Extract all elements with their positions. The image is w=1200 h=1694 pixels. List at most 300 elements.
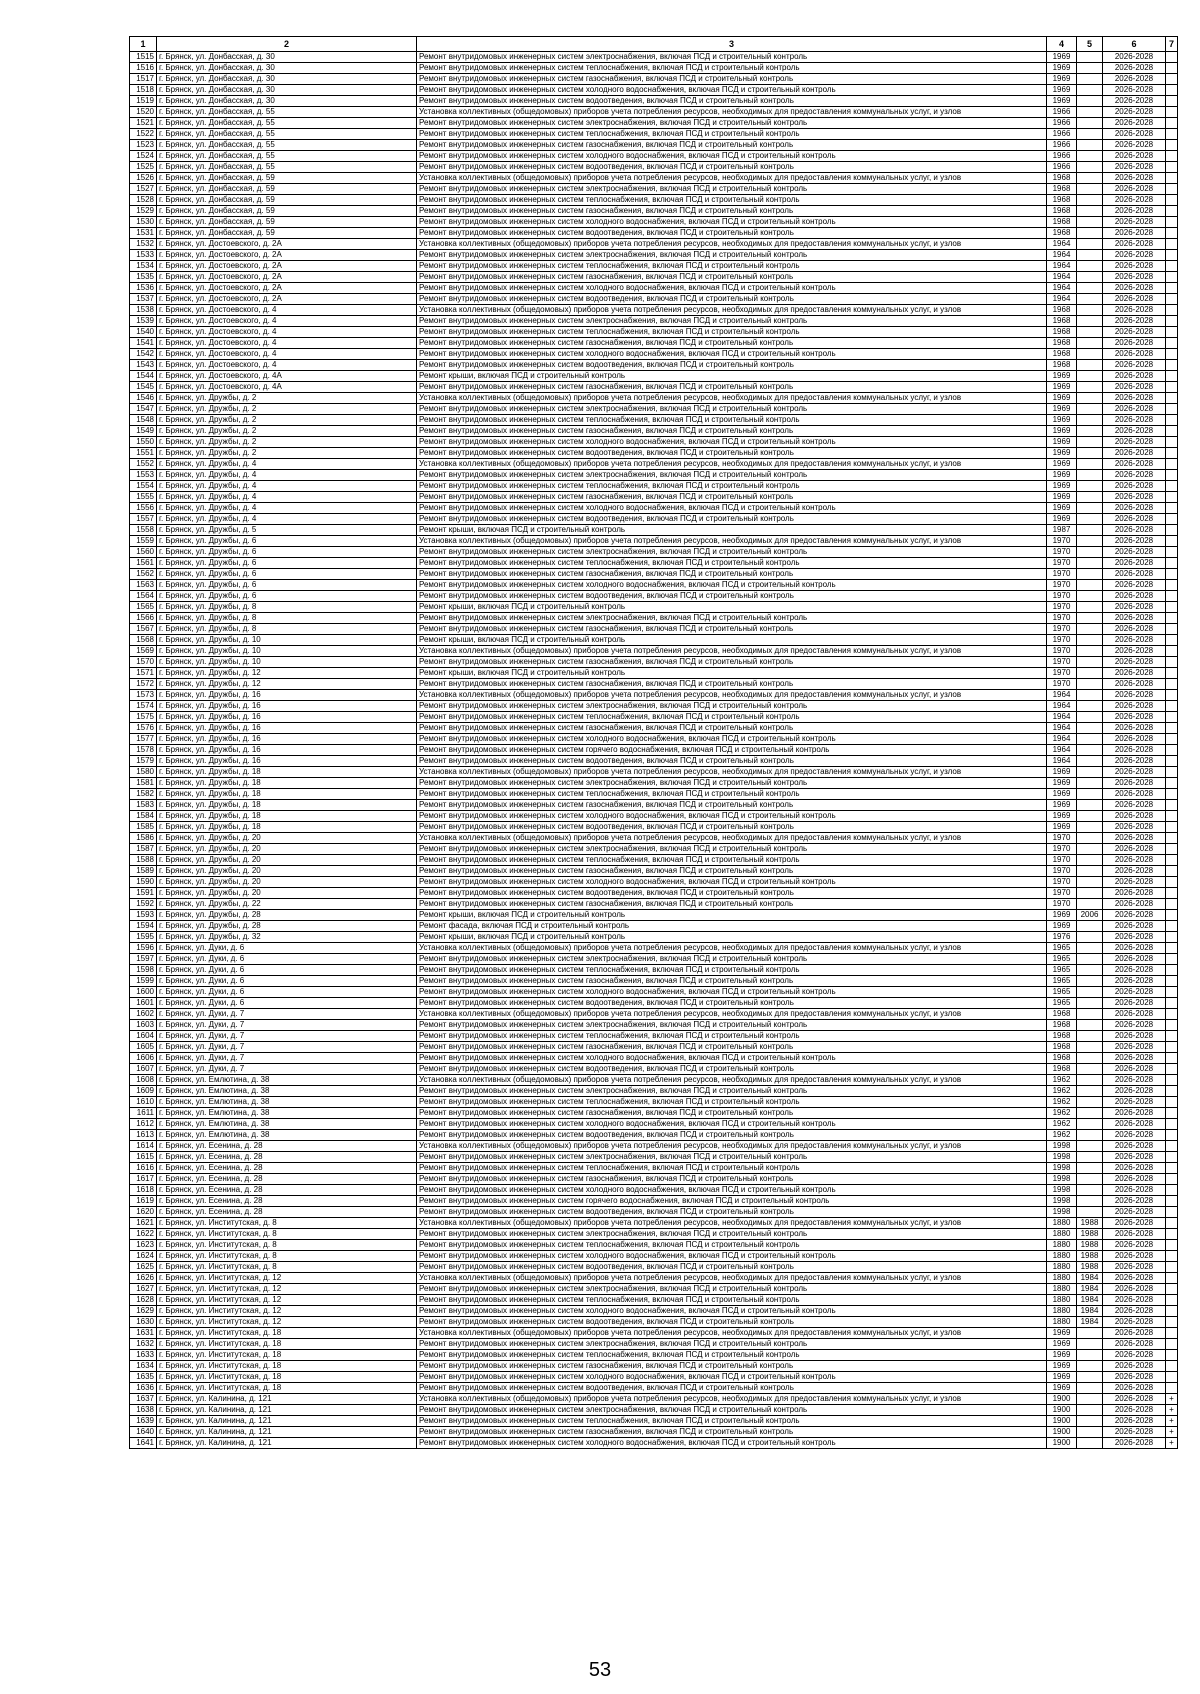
last-repair-cell	[1077, 602, 1103, 613]
mark-cell	[1166, 899, 1178, 910]
registry-sheet	[129, 36, 1177, 1449]
mark-cell	[1166, 811, 1178, 822]
year-built-cell: 1962	[1047, 1075, 1077, 1086]
last-repair-cell	[1077, 1152, 1103, 1163]
table-row	[130, 811, 1178, 822]
last-repair-cell	[1077, 514, 1103, 525]
row-number: 1603	[130, 1020, 157, 1031]
address-cell: г. Брянск, ул. Емлютина, д. 38	[157, 1119, 417, 1130]
year-built-cell: 1964	[1047, 756, 1077, 767]
last-repair-cell: 1988	[1077, 1251, 1103, 1262]
mark-cell	[1166, 173, 1178, 184]
year-built-cell: 1987	[1047, 525, 1077, 536]
year-built-cell: 1969	[1047, 1339, 1077, 1350]
work-type-cell: Ремонт внутридомовых инженерных систем электроснабжения, включая ПСД и строительный контроль	[417, 613, 1047, 624]
year-built-cell: 1880	[1047, 1251, 1077, 1262]
table-row	[130, 162, 1178, 173]
period-cell: 2026-2028	[1103, 811, 1166, 822]
row-number: 1530	[130, 217, 157, 228]
year-built-cell: 1970	[1047, 855, 1077, 866]
table-row	[130, 1108, 1178, 1119]
period-cell: 2026-2028	[1103, 1163, 1166, 1174]
year-built-cell: 1900	[1047, 1416, 1077, 1427]
last-repair-cell	[1077, 932, 1103, 943]
last-repair-cell	[1077, 1372, 1103, 1383]
mark-cell	[1166, 63, 1178, 74]
work-type-cell: Установка коллективных (общедомовых) приборов учета потребления ресурсов, необходимых для предоставления коммунальных услуг, и узлов	[417, 393, 1047, 404]
row-number: 1546	[130, 393, 157, 404]
work-type-cell: Ремонт внутридомовых инженерных систем водоотведения, включая ПСД и строительный контроль	[417, 514, 1047, 525]
row-number: 1635	[130, 1372, 157, 1383]
year-built-cell: 1969	[1047, 1350, 1077, 1361]
mark-cell	[1166, 745, 1178, 756]
work-type-cell: Ремонт внутридомовых инженерных систем горячего водоснабжения, включая ПСД и строительный контроль	[417, 1196, 1047, 1207]
row-number: 1633	[130, 1350, 157, 1361]
address-cell: г. Брянск, ул. Дружбы, д. 2	[157, 426, 417, 437]
address-cell: г. Брянск, ул. Есенина, д. 28	[157, 1174, 417, 1185]
year-built-cell: 1968	[1047, 206, 1077, 217]
last-repair-cell	[1077, 811, 1103, 822]
period-cell: 2026-2028	[1103, 360, 1166, 371]
mark-cell	[1166, 943, 1178, 954]
year-built-cell: 1969	[1047, 481, 1077, 492]
row-number: 1519	[130, 96, 157, 107]
address-cell: г. Брянск, ул. Дуки, д. 6	[157, 943, 417, 954]
year-built-cell: 1964	[1047, 272, 1077, 283]
period-cell: 2026-2028	[1103, 1438, 1166, 1449]
row-number: 1568	[130, 635, 157, 646]
last-repair-cell	[1077, 954, 1103, 965]
last-repair-cell	[1077, 536, 1103, 547]
address-cell: г. Брянск, ул. Институтская, д. 8	[157, 1218, 417, 1229]
mark-cell	[1166, 481, 1178, 492]
year-built-cell: 1880	[1047, 1229, 1077, 1240]
period-cell: 2026-2028	[1103, 129, 1166, 140]
work-type-cell: Ремонт внутридомовых инженерных систем теплоснабжения, включая ПСД и строительный контроль	[417, 1163, 1047, 1174]
table-row	[130, 1053, 1178, 1064]
last-repair-cell	[1077, 1416, 1103, 1427]
period-cell: 2026-2028	[1103, 426, 1166, 437]
mark-cell	[1166, 1372, 1178, 1383]
table-row	[130, 327, 1178, 338]
mark-cell	[1166, 492, 1178, 503]
table-row	[130, 690, 1178, 701]
last-repair-cell	[1077, 525, 1103, 536]
address-cell: г. Брянск, ул. Дуки, д. 6	[157, 998, 417, 1009]
year-built-cell: 1968	[1047, 184, 1077, 195]
address-cell: г. Брянск, ул. Достоевского, д. 4	[157, 305, 417, 316]
mark-cell	[1166, 778, 1178, 789]
year-built-cell: 1964	[1047, 239, 1077, 250]
year-built-cell: 1969	[1047, 426, 1077, 437]
period-cell: 2026-2028	[1103, 536, 1166, 547]
row-number: 1630	[130, 1317, 157, 1328]
row-number: 1557	[130, 514, 157, 525]
row-number: 1559	[130, 536, 157, 547]
period-cell: 2026-2028	[1103, 1196, 1166, 1207]
table-row	[130, 954, 1178, 965]
row-number: 1553	[130, 470, 157, 481]
mark-cell	[1166, 580, 1178, 591]
work-type-cell: Ремонт внутридомовых инженерных систем водоотведения, включая ПСД и строительный контроль	[417, 1207, 1047, 1218]
mark-cell	[1166, 107, 1178, 118]
year-built-cell: 1964	[1047, 701, 1077, 712]
address-cell: г. Брянск, ул. Дружбы, д. 16	[157, 723, 417, 734]
mark-cell	[1166, 591, 1178, 602]
row-number: 1641	[130, 1438, 157, 1449]
row-number: 1598	[130, 965, 157, 976]
period-cell: 2026-2028	[1103, 503, 1166, 514]
mark-cell	[1166, 998, 1178, 1009]
work-type-cell: Ремонт внутридомовых инженерных систем газоснабжения, включая ПСД и строительный контроль	[417, 1174, 1047, 1185]
period-cell: 2026-2028	[1103, 96, 1166, 107]
mark-cell: +	[1166, 1394, 1178, 1405]
row-number: 1606	[130, 1053, 157, 1064]
mark-cell	[1166, 283, 1178, 294]
mark-cell	[1166, 1295, 1178, 1306]
work-type-cell: Ремонт внутридомовых инженерных систем холодного водоснабжения, включая ПСД и строительный контроль	[417, 877, 1047, 888]
table-row	[130, 481, 1178, 492]
year-built-cell: 1969	[1047, 910, 1077, 921]
mark-cell	[1166, 976, 1178, 987]
period-cell: 2026-2028	[1103, 877, 1166, 888]
row-number: 1574	[130, 701, 157, 712]
table-row	[130, 1240, 1178, 1251]
mark-cell	[1166, 1141, 1178, 1152]
period-cell: 2026-2028	[1103, 1152, 1166, 1163]
table-row	[130, 1284, 1178, 1295]
last-repair-cell	[1077, 789, 1103, 800]
address-cell: г. Брянск, ул. Есенина, д. 28	[157, 1185, 417, 1196]
period-cell: 2026-2028	[1103, 250, 1166, 261]
row-number: 1532	[130, 239, 157, 250]
last-repair-cell	[1077, 1163, 1103, 1174]
work-type-cell: Ремонт внутридомовых инженерных систем водоотведения, включая ПСД и строительный контроль	[417, 1064, 1047, 1075]
address-cell: г. Брянск, ул. Достоевского, д. 2А	[157, 239, 417, 250]
period-cell: 2026-2028	[1103, 1053, 1166, 1064]
row-number: 1563	[130, 580, 157, 591]
table-row	[130, 1097, 1178, 1108]
row-number: 1576	[130, 723, 157, 734]
mark-cell	[1166, 338, 1178, 349]
work-type-cell: Ремонт внутридомовых инженерных систем газоснабжения, включая ПСД и строительный контроль	[417, 426, 1047, 437]
address-cell: г. Брянск, ул. Дружбы, д. 16	[157, 690, 417, 701]
period-cell: 2026-2028	[1103, 943, 1166, 954]
row-number: 1537	[130, 294, 157, 305]
period-cell: 2026-2028	[1103, 184, 1166, 195]
row-number: 1562	[130, 569, 157, 580]
mark-cell	[1166, 316, 1178, 327]
row-number: 1547	[130, 404, 157, 415]
last-repair-cell	[1077, 712, 1103, 723]
year-built-cell: 1964	[1047, 250, 1077, 261]
mark-cell	[1166, 613, 1178, 624]
year-built-cell: 1970	[1047, 613, 1077, 624]
table-row	[130, 580, 1178, 591]
work-type-cell: Ремонт внутридомовых инженерных систем водоотведения, включая ПСД и строительный контроль	[417, 1262, 1047, 1273]
year-built-cell: 1964	[1047, 690, 1077, 701]
row-number: 1529	[130, 206, 157, 217]
address-cell: г. Брянск, ул. Дуки, д. 7	[157, 1020, 417, 1031]
row-number: 1566	[130, 613, 157, 624]
row-number: 1538	[130, 305, 157, 316]
table-row	[130, 1394, 1178, 1405]
table-row	[130, 569, 1178, 580]
table-row	[130, 1218, 1178, 1229]
mark-cell	[1166, 459, 1178, 470]
period-cell: 2026-2028	[1103, 1383, 1166, 1394]
year-built-cell: 1880	[1047, 1317, 1077, 1328]
work-type-cell: Ремонт внутридомовых инженерных систем газоснабжения, включая ПСД и строительный контроль	[417, 866, 1047, 877]
work-type-cell: Ремонт крыши, включая ПСД и строительный контроль	[417, 635, 1047, 646]
work-type-cell: Ремонт внутридомовых инженерных систем электроснабжения, включая ПСД и строительный контроль	[417, 404, 1047, 415]
address-cell: г. Брянск, ул. Дуки, д. 7	[157, 1009, 417, 1020]
last-repair-cell	[1077, 1064, 1103, 1075]
last-repair-cell	[1077, 162, 1103, 173]
last-repair-cell	[1077, 822, 1103, 833]
address-cell: г. Брянск, ул. Дружбы, д. 20	[157, 877, 417, 888]
last-repair-cell	[1077, 1350, 1103, 1361]
table-row	[130, 360, 1178, 371]
mark-cell	[1166, 1306, 1178, 1317]
mark-cell	[1166, 1218, 1178, 1229]
year-built-cell: 1998	[1047, 1196, 1077, 1207]
table-row	[130, 877, 1178, 888]
period-cell: 2026-2028	[1103, 206, 1166, 217]
address-cell: г. Брянск, ул. Достоевского, д. 4	[157, 327, 417, 338]
last-repair-cell	[1077, 756, 1103, 767]
row-number: 1549	[130, 426, 157, 437]
year-built-cell: 1969	[1047, 789, 1077, 800]
mark-cell	[1166, 162, 1178, 173]
last-repair-cell	[1077, 294, 1103, 305]
work-type-cell: Ремонт внутридомовых инженерных систем холодного водоснабжения, включая ПСД и строительный контроль	[417, 85, 1047, 96]
period-cell: 2026-2028	[1103, 910, 1166, 921]
row-number: 1632	[130, 1339, 157, 1350]
row-number: 1587	[130, 844, 157, 855]
row-number: 1592	[130, 899, 157, 910]
mark-cell: +	[1166, 1438, 1178, 1449]
address-cell: г. Брянск, ул. Донбасская, д. 30	[157, 85, 417, 96]
last-repair-cell	[1077, 349, 1103, 360]
work-type-cell: Ремонт внутридомовых инженерных систем теплоснабжения, включая ПСД и строительный контроль	[417, 195, 1047, 206]
table-row	[130, 1361, 1178, 1372]
mark-cell	[1166, 624, 1178, 635]
last-repair-cell	[1077, 921, 1103, 932]
last-repair-cell	[1077, 1009, 1103, 1020]
year-built-cell: 1969	[1047, 437, 1077, 448]
last-repair-cell	[1077, 833, 1103, 844]
mark-cell	[1166, 1042, 1178, 1053]
row-number: 1597	[130, 954, 157, 965]
mark-cell	[1166, 1053, 1178, 1064]
address-cell: г. Брянск, ул. Дружбы, д. 12	[157, 668, 417, 679]
last-repair-cell	[1077, 998, 1103, 1009]
address-cell: г. Брянск, ул. Дружбы, д. 5	[157, 525, 417, 536]
page-number: 53	[588, 1659, 612, 1681]
period-cell: 2026-2028	[1103, 789, 1166, 800]
period-cell: 2026-2028	[1103, 624, 1166, 635]
table-row	[130, 1405, 1178, 1416]
year-built-cell: 1969	[1047, 448, 1077, 459]
last-repair-cell	[1077, 888, 1103, 899]
period-cell: 2026-2028	[1103, 1141, 1166, 1152]
last-repair-cell	[1077, 470, 1103, 481]
period-cell: 2026-2028	[1103, 1273, 1166, 1284]
period-cell: 2026-2028	[1103, 844, 1166, 855]
table-row	[130, 195, 1178, 206]
table-row	[130, 1273, 1178, 1284]
work-type-cell: Ремонт внутридомовых инженерных систем электроснабжения, включая ПСД и строительный контроль	[417, 250, 1047, 261]
address-cell: г. Брянск, ул. Дружбы, д. 20	[157, 888, 417, 899]
address-cell: г. Брянск, ул. Дружбы, д. 20	[157, 855, 417, 866]
year-built-cell: 1964	[1047, 745, 1077, 756]
last-repair-cell	[1077, 52, 1103, 63]
last-repair-cell	[1077, 206, 1103, 217]
mark-cell	[1166, 525, 1178, 536]
address-cell: г. Брянск, ул. Дружбы, д. 18	[157, 789, 417, 800]
last-repair-cell	[1077, 778, 1103, 789]
period-cell: 2026-2028	[1103, 338, 1166, 349]
table-row	[130, 217, 1178, 228]
table-row	[130, 624, 1178, 635]
period-cell: 2026-2028	[1103, 635, 1166, 646]
mark-cell	[1166, 1262, 1178, 1273]
mark-cell	[1166, 140, 1178, 151]
address-cell: г. Брянск, ул. Институтская, д. 18	[157, 1339, 417, 1350]
mark-cell	[1166, 888, 1178, 899]
last-repair-cell: 1988	[1077, 1262, 1103, 1273]
last-repair-cell	[1077, 239, 1103, 250]
table-row	[130, 1416, 1178, 1427]
work-type-cell: Ремонт внутридомовых инженерных систем электроснабжения, включая ПСД и строительный контроль	[417, 954, 1047, 965]
period-cell: 2026-2028	[1103, 1075, 1166, 1086]
table-row	[130, 63, 1178, 74]
row-number: 1552	[130, 459, 157, 470]
address-cell: г. Брянск, ул. Донбасская, д. 55	[157, 118, 417, 129]
work-type-cell: Ремонт внутридомовых инженерных систем холодного водоснабжения, включая ПСД и строительный контроль	[417, 151, 1047, 162]
table-row	[130, 646, 1178, 657]
year-built-cell: 1969	[1047, 503, 1077, 514]
table-row	[130, 272, 1178, 283]
work-type-cell: Установка коллективных (общедомовых) приборов учета потребления ресурсов, необходимых для предоставления коммунальных услуг, и узлов	[417, 690, 1047, 701]
address-cell: г. Брянск, ул. Дружбы, д. 28	[157, 910, 417, 921]
work-type-cell: Ремонт крыши, включая ПСД и строительный контроль	[417, 602, 1047, 613]
address-cell: г. Брянск, ул. Емлютина, д. 38	[157, 1097, 417, 1108]
row-number: 1556	[130, 503, 157, 514]
address-cell: г. Брянск, ул. Есенина, д. 28	[157, 1141, 417, 1152]
row-number: 1520	[130, 107, 157, 118]
period-cell: 2026-2028	[1103, 140, 1166, 151]
work-type-cell: Ремонт внутридомовых инженерных систем газоснабжения, включая ПСД и строительный контроль	[417, 272, 1047, 283]
mark-cell	[1166, 844, 1178, 855]
table-row	[130, 1141, 1178, 1152]
table-row	[130, 1350, 1178, 1361]
work-type-cell: Ремонт внутридомовых инженерных систем холодного водоснабжения, включая ПСД и строительный контроль	[417, 1438, 1047, 1449]
column-period-header: 6	[1103, 37, 1166, 52]
table-row	[130, 1119, 1178, 1130]
year-built-cell: 1900	[1047, 1405, 1077, 1416]
work-type-cell: Ремонт внутридомовых инженерных систем водоотведения, включая ПСД и строительный контроль	[417, 448, 1047, 459]
period-cell: 2026-2028	[1103, 316, 1166, 327]
mark-cell	[1166, 877, 1178, 888]
last-repair-cell	[1077, 195, 1103, 206]
year-built-cell: 1970	[1047, 536, 1077, 547]
period-cell: 2026-2028	[1103, 514, 1166, 525]
row-number: 1528	[130, 195, 157, 206]
row-number: 1515	[130, 52, 157, 63]
work-type-cell: Установка коллективных (общедомовых) приборов учета потребления ресурсов, необходимых для предоставления коммунальных услуг, и узлов	[417, 173, 1047, 184]
row-number: 1581	[130, 778, 157, 789]
last-repair-cell	[1077, 668, 1103, 679]
work-type-cell: Ремонт внутридомовых инженерных систем холодного водоснабжения, включая ПСД и строительный контроль	[417, 1251, 1047, 1262]
mark-cell	[1166, 448, 1178, 459]
table-row	[130, 96, 1178, 107]
table-row	[130, 1295, 1178, 1306]
address-cell: г. Брянск, ул. Дружбы, д. 20	[157, 844, 417, 855]
work-type-cell: Ремонт внутридомовых инженерных систем холодного водоснабжения, включая ПСД и строительный контроль	[417, 580, 1047, 591]
last-repair-cell	[1077, 646, 1103, 657]
row-number: 1554	[130, 481, 157, 492]
year-built-cell: 1900	[1047, 1427, 1077, 1438]
mark-cell	[1166, 932, 1178, 943]
row-number: 1612	[130, 1119, 157, 1130]
address-cell: г. Брянск, ул. Достоевского, д. 4	[157, 316, 417, 327]
year-built-cell: 1969	[1047, 382, 1077, 393]
row-number: 1620	[130, 1207, 157, 1218]
work-type-cell: Ремонт внутридомовых инженерных систем газоснабжения, включая ПСД и строительный контроль	[417, 679, 1047, 690]
work-type-cell: Ремонт крыши, включая ПСД и строительный контроль	[417, 525, 1047, 536]
address-cell: г. Брянск, ул. Емлютина, д. 38	[157, 1086, 417, 1097]
table-row	[130, 1427, 1178, 1438]
mark-cell	[1166, 668, 1178, 679]
mark-cell	[1166, 195, 1178, 206]
row-number: 1626	[130, 1273, 157, 1284]
table-row	[130, 1262, 1178, 1273]
row-number: 1539	[130, 316, 157, 327]
last-repair-cell	[1077, 459, 1103, 470]
work-type-cell: Ремонт внутридомовых инженерных систем теплоснабжения, включая ПСД и строительный контроль	[417, 1295, 1047, 1306]
year-built-cell: 1970	[1047, 833, 1077, 844]
address-cell: г. Брянск, ул. Дуки, д. 7	[157, 1053, 417, 1064]
work-type-cell: Ремонт внутридомовых инженерных систем теплоснабжения, включая ПСД и строительный контроль	[417, 789, 1047, 800]
table-row	[130, 613, 1178, 624]
work-type-cell: Установка коллективных (общедомовых) приборов учета потребления ресурсов, необходимых для предоставления коммунальных услуг, и узлов	[417, 239, 1047, 250]
year-built-cell: 1970	[1047, 679, 1077, 690]
row-number: 1584	[130, 811, 157, 822]
address-cell: г. Брянск, ул. Есенина, д. 28	[157, 1163, 417, 1174]
work-type-cell: Ремонт внутридомовых инженерных систем теплоснабжения, включая ПСД и строительный контроль	[417, 327, 1047, 338]
work-type-cell: Ремонт внутридомовых инженерных систем водоотведения, включая ПСД и строительный контроль	[417, 591, 1047, 602]
period-cell: 2026-2028	[1103, 1009, 1166, 1020]
address-cell: г. Брянск, ул. Калинина, д. 121	[157, 1427, 417, 1438]
period-cell: 2026-2028	[1103, 448, 1166, 459]
mark-cell	[1166, 1031, 1178, 1042]
address-cell: г. Брянск, ул. Дружбы, д. 18	[157, 767, 417, 778]
table-row	[130, 470, 1178, 481]
mark-cell	[1166, 1009, 1178, 1020]
mark-cell	[1166, 954, 1178, 965]
year-built-cell: 1970	[1047, 602, 1077, 613]
work-type-cell: Установка коллективных (общедомовых) приборов учета потребления ресурсов, необходимых для предоставления коммунальных услуг, и узлов	[417, 646, 1047, 657]
address-cell: г. Брянск, ул. Дружбы, д. 4	[157, 481, 417, 492]
mark-cell	[1166, 965, 1178, 976]
year-built-cell: 1966	[1047, 118, 1077, 129]
last-repair-cell	[1077, 613, 1103, 624]
last-repair-cell	[1077, 1339, 1103, 1350]
last-repair-cell: 1984	[1077, 1317, 1103, 1328]
year-built-cell: 1968	[1047, 173, 1077, 184]
